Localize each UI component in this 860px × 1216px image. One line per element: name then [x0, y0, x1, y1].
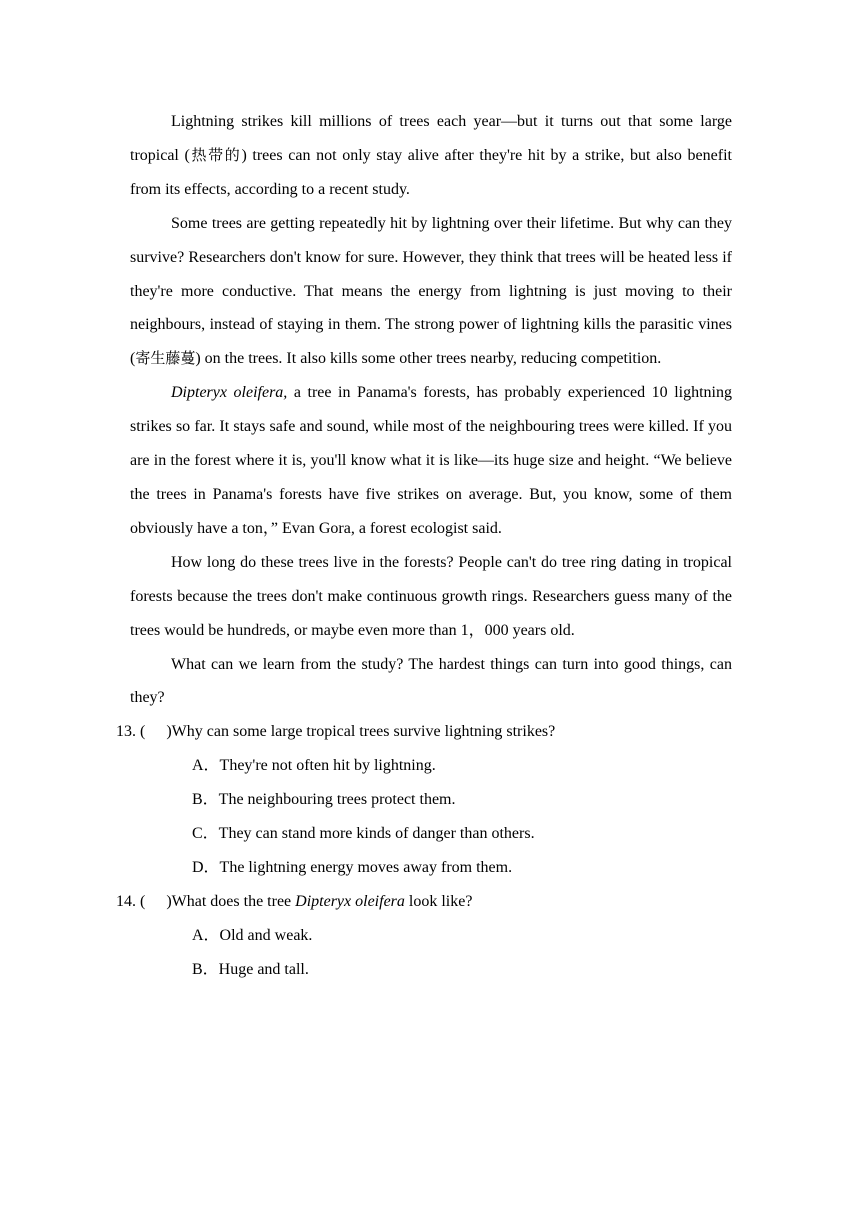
question-14 [116, 885, 732, 919]
paragraph-1-text-b: ) trees can not only stay alive after they're hit by a strike, but also benefit from its effects, according to a recent study. [130, 146, 732, 198]
paragraph-3-species-name: Dipteryx oleifera, [171, 384, 288, 402]
paragraph-1-text-a: Lightning strikes kill millions of trees each year—but it turns out that some large tropical ( [130, 113, 732, 164]
paragraph-2-gloss: 寄生藤蔓 [135, 349, 196, 368]
question-13-number: 13. ( [116, 723, 146, 741]
question-14-text-b: look like? [404, 892, 473, 910]
question-13 [116, 715, 732, 749]
paragraph-1-gloss: 热带的 [189, 145, 242, 164]
question-14-text-a: What does the tree [171, 892, 296, 910]
question-14-option-a: A．Old and weak. [192, 926, 313, 944]
passage-paragraph-1 [130, 105, 732, 207]
document-page [116, 105, 732, 987]
paragraph-2-text-a: Some trees are getting repeatedly hit by lightning over their lifetime. But why can they survive? Researchers don't know for sure. However, they think that trees will be heated less if they're more conductive. That means the energy from lightning is just moving to their neighbours, instead of staying in them. The strong power of lightning kills the parasitic vines ( [130, 214, 732, 368]
passage-paragraph-3 [130, 376, 732, 546]
question-13-close-paren: ) [166, 723, 172, 741]
passage-paragraph-4: How long do these trees live in the forests? People can't do tree ring dating in tropical forests because the trees don't make continuous growth rings. Researchers guess many of the trees would be hundreds, or maybe even more than 1，000 years old. [130, 553, 732, 639]
paragraph-3-text: a tree in Panama's forests, has probably experienced 10 lightning strikes so far. It stays safe and sound, while most of the neighbouring trees were killed. If you are in the forest where it is, you'll know what it is like—its huge size and height. “We believe the trees in Panama's forests have five strikes on average. But, you know, some of them obviously have a ton，” Evan Gora, a forest ecologist said. [130, 384, 732, 537]
question-13-option-b: B．The neighbouring trees protect them. [192, 791, 456, 809]
paragraph-2-text-b: ) on the trees. It also kills some other trees nearby, reducing competition. [195, 350, 662, 368]
question-14-option-b: B．Huge and tall. [192, 960, 309, 978]
question-14-number: 14. ( [116, 892, 146, 910]
passage-paragraph-2 [130, 207, 732, 377]
question-13-text: Why can some large tropical trees survive lightning strikes? [171, 723, 556, 741]
question-14-close-paren: ) [166, 892, 172, 910]
question-13-option-c: C．They can stand more kinds of danger than others. [192, 825, 535, 843]
passage-paragraph-5: What can we learn from the study? The hardest things can turn into good things, can they? [130, 655, 732, 707]
question-13-option-d: D．The lightning energy moves away from them. [192, 858, 513, 876]
question-13-option-a: A．They're not often hit by lightning. [192, 757, 436, 775]
question-14-species-name: Dipteryx oleifera [295, 892, 405, 910]
